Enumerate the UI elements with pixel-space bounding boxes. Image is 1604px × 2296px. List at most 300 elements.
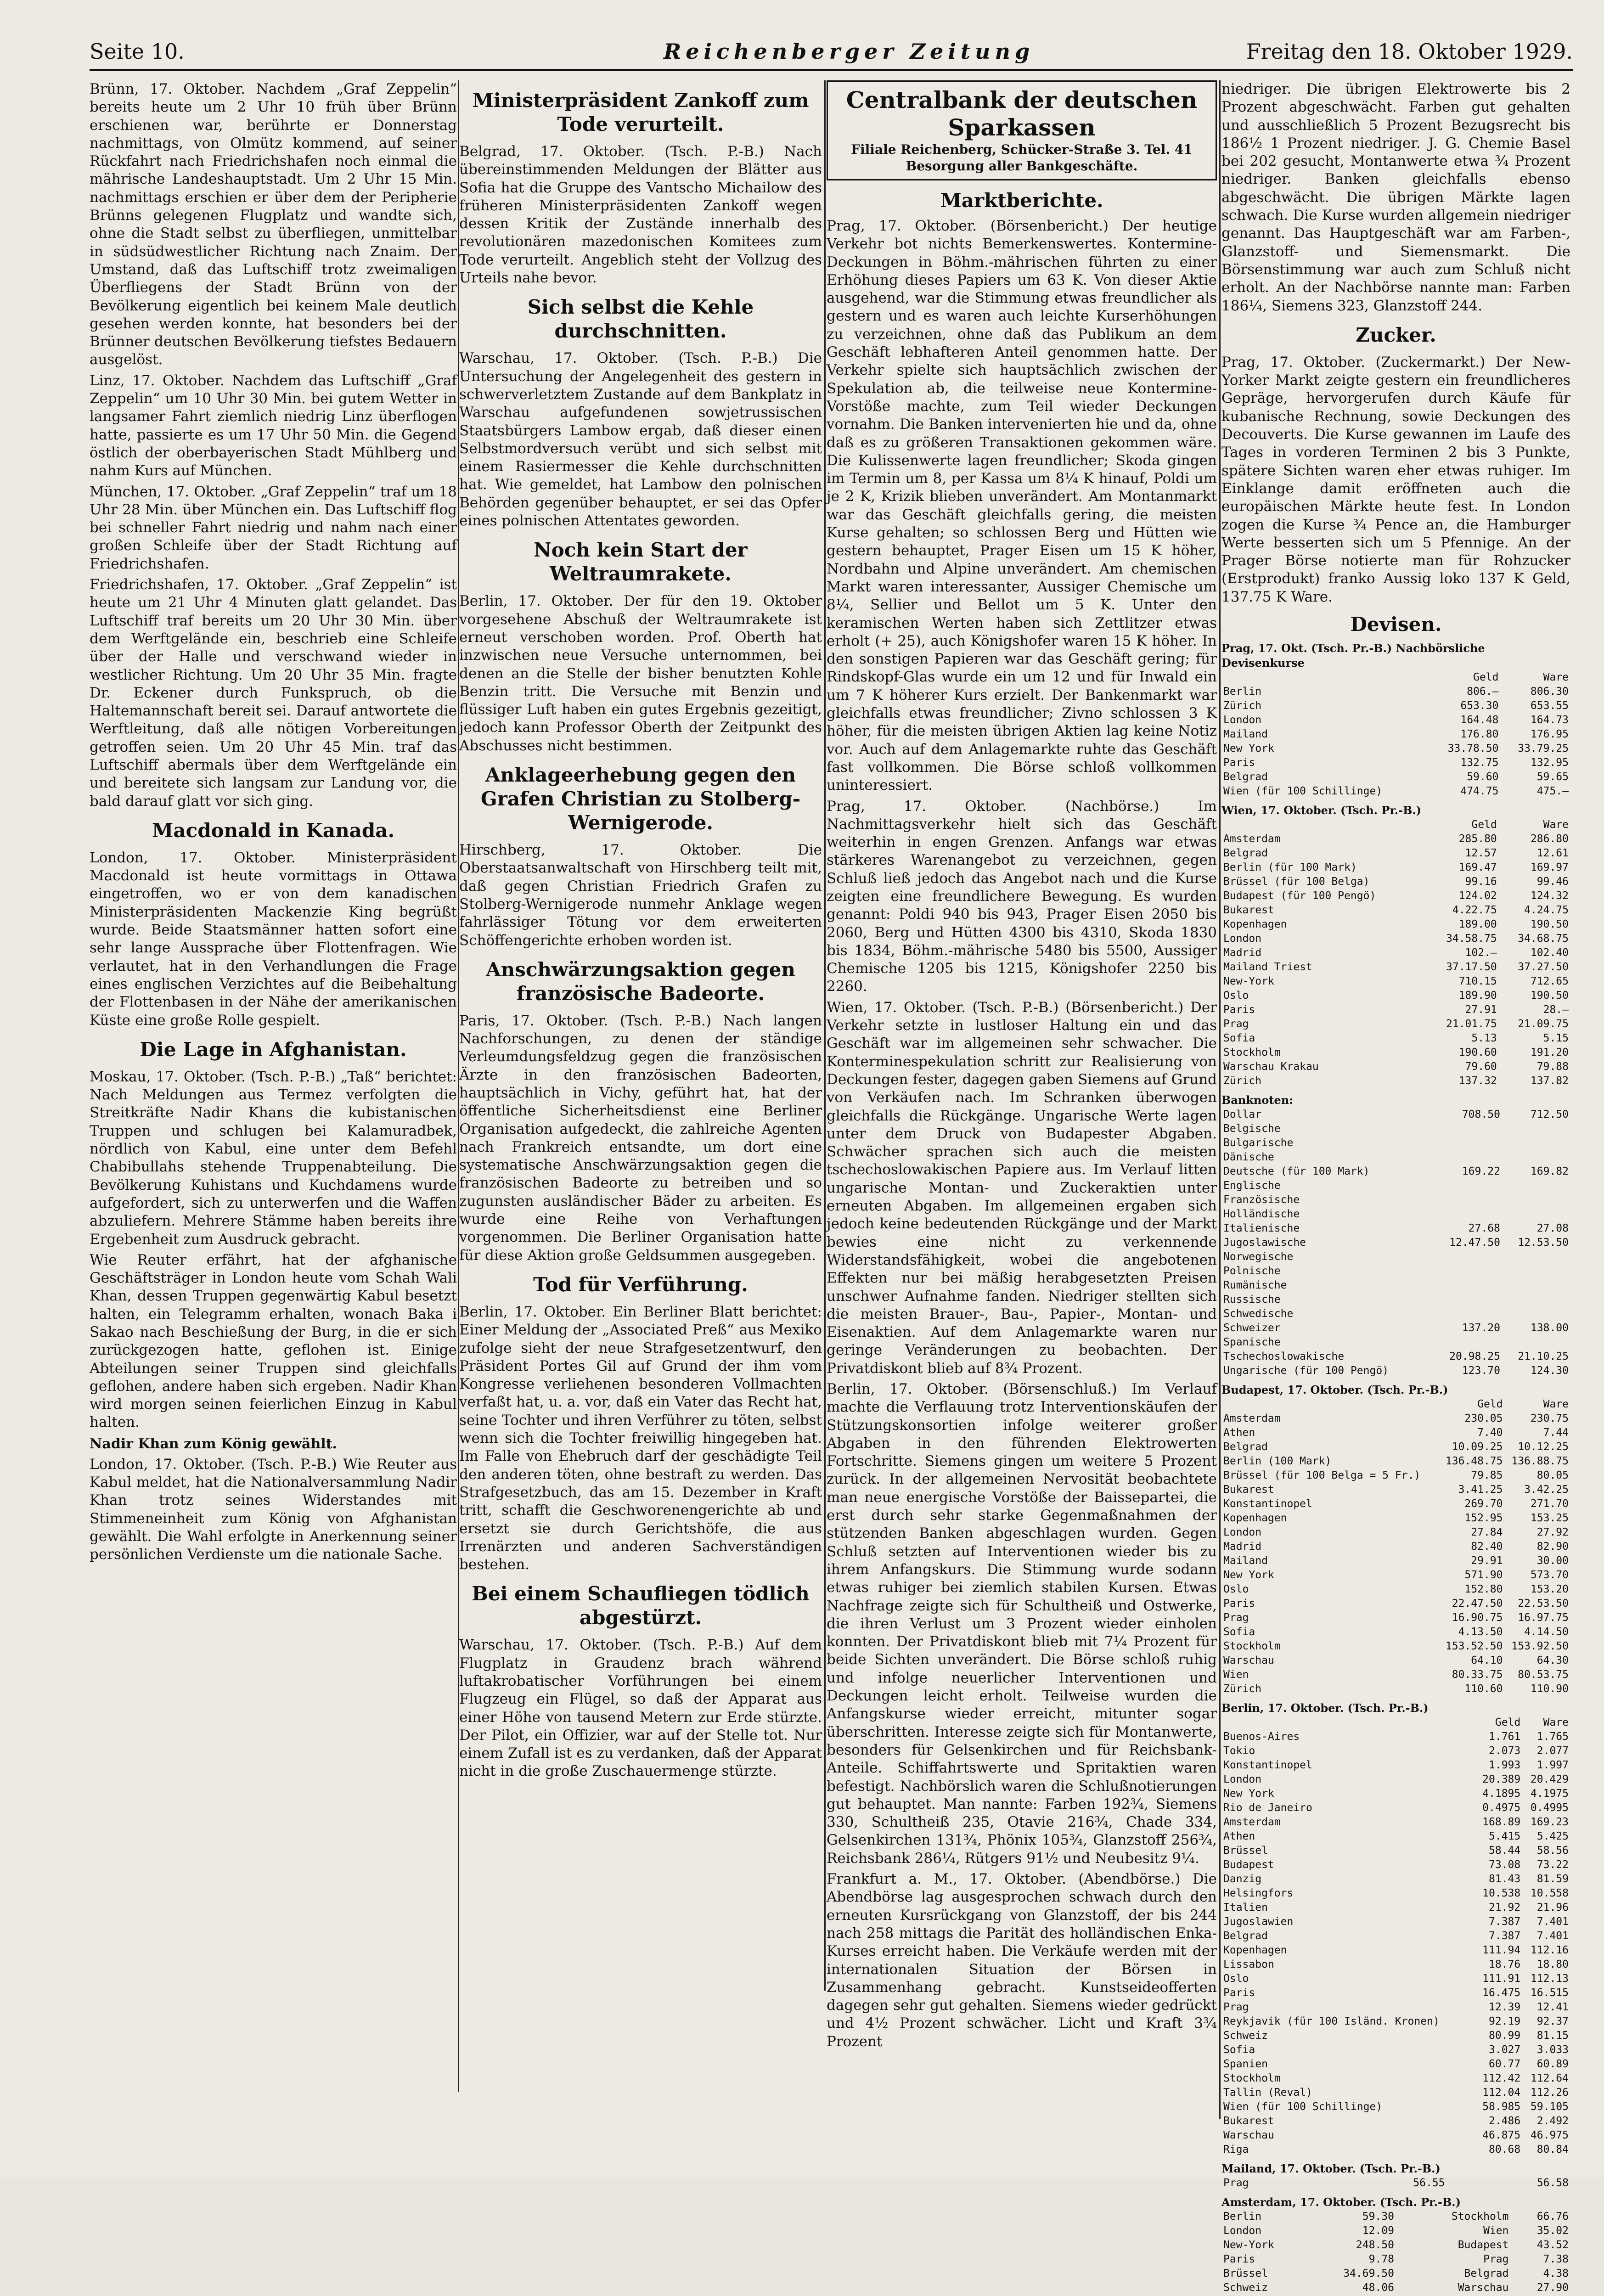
rate-row	[1221, 1758, 1570, 1773]
rate-value: 64.30	[1536, 1654, 1569, 1667]
currency-name: Polnische	[1223, 1265, 1281, 1277]
rate-table-heading: Budapest, 17. Oktober. (Tsch. Pr.-B.)	[1221, 1383, 1448, 1397]
rate-row	[1221, 1278, 1570, 1293]
rate-row	[1221, 1221, 1570, 1236]
rate-row	[1221, 1307, 1570, 1321]
rate-row	[1221, 1787, 1570, 1801]
currency-name: Athen	[1223, 1830, 1255, 1843]
rate-value: Belgrad	[1464, 2268, 1509, 2280]
currency-name: Kopenhagen	[1223, 1512, 1287, 1525]
rate-row	[1221, 2114, 1570, 2128]
article-headline: Nadir Khan zum König gewählt.	[90, 1435, 337, 1452]
currency-name: New York	[1223, 1788, 1274, 1800]
currency-name: Athen	[1223, 1427, 1255, 1439]
currency-name: London	[1223, 933, 1262, 945]
article-headline: Noch kein Start der Weltraumrakete.	[534, 539, 748, 585]
rate-value	[1502, 1278, 1570, 1293]
rate-value: 190.60	[1458, 1047, 1497, 1059]
column-header: Geld	[1471, 819, 1497, 831]
rate-row	[1221, 1986, 1570, 2000]
rate-value	[1434, 1264, 1502, 1278]
rate-value	[1434, 1136, 1502, 1150]
rate-value: 137.82	[1530, 1075, 1569, 1087]
rate-row	[1221, 713, 1570, 727]
rate-table-header	[1221, 1397, 1570, 1412]
currency-name: Deutsche (für 100 Mark)	[1223, 1165, 1370, 1178]
column-divider	[824, 80, 826, 1991]
rate-value: 269.70	[1464, 1498, 1503, 1510]
rate-value: 80.05	[1536, 1469, 1569, 1482]
rate-value: 27.90	[1536, 2282, 1569, 2294]
rate-value: 153.20	[1530, 1583, 1569, 1596]
rate-row	[1221, 1017, 1570, 1031]
page-header	[90, 34, 1573, 67]
rate-row	[1221, 1335, 1570, 1350]
rate-value: 7.401	[1536, 1930, 1569, 1942]
rate-row	[1221, 1625, 1570, 1639]
currency-name: Sofia	[1223, 1032, 1255, 1045]
article-paragraph: Brünn, 17. Oktober. Nachdem „Graf Zeppelin“ bereits heute um 2 Uhr 10 früh über Brünn erschienen war, berührte er Donnerstag nachmittags, von Olmütz kommend, auf seiner Rückfahrt nach Friedrichshafen noch einmal die mährische Landeshauptstadt. Um 2 Uhr 15 Min. nachmittags erschien er über dem der Peripherie Brünns gelegenen Flugplatz und wandte sich, ohne die Stadt selbst zu überfliegen, unmittelbar in südsüdwestlicher Richtung nach Znaim. Der Umstand, daß das Luftschiff trotz zweimaligen Überfliegens der Stadt Brünn von der Bevölkerung eigentlich bei keinem Male deutlich gesehen werden konnte, hat besonders bei der Brünner deutschen Bevölkerung tiefstes Bedauern ausgelöst.	[90, 81, 457, 368]
rate-row	[1221, 1611, 1570, 1625]
currency-name: Zürich	[1223, 1075, 1262, 1087]
currency-name: Konstantinopel	[1223, 1759, 1312, 1772]
rate-value: Prag	[1483, 2253, 1509, 2266]
currency-name: Paris	[1223, 757, 1255, 769]
rate-row	[1221, 861, 1570, 875]
currency-name: Amsterdam	[1223, 833, 1281, 845]
rate-value: 164.73	[1530, 714, 1569, 726]
rate-value: 60.89	[1536, 2058, 1569, 2071]
rate-row	[1221, 2128, 1570, 2143]
rate-row	[1221, 756, 1570, 770]
currency-name: Berlin (100 Mark)	[1223, 1455, 1332, 1468]
rate-value: 124.32	[1530, 890, 1569, 902]
rate-row	[1221, 2086, 1570, 2100]
currency-name: Bukarest	[1223, 904, 1274, 917]
rate-value: 164.48	[1460, 714, 1499, 726]
currency-name: Wien (für 100 Schillinge)	[1223, 785, 1383, 798]
currency-name: Zürich	[1223, 700, 1262, 712]
currency-name: Kopenhagen	[1223, 918, 1287, 931]
currency-name: Belgrad	[1223, 1930, 1268, 1942]
article-headline: Zucker.	[1356, 323, 1436, 346]
rate-table-heading: Mailand, 17. Oktober. (Tsch. Pr.-B.)	[1221, 2162, 1441, 2176]
rate-value: 806.—	[1467, 686, 1499, 698]
rate-value: 7.44	[1543, 1427, 1569, 1439]
rate-row	[1221, 2015, 1570, 2029]
rate-row	[1221, 917, 1570, 932]
header-blank	[1221, 1397, 1439, 1412]
currency-name: Brüssel (für 100 Belga = 5 Fr.)	[1223, 1469, 1421, 1482]
rate-row	[1221, 1943, 1570, 1958]
rate-value	[1434, 1179, 1502, 1193]
article-paragraph: Linz, 17. Oktober. Nachdem das Luftschiff „Graf Zeppelin“ um 10 Uhr 30 Min. bei gutem Wetter in langsamer Fahrt ziemlich niedrig Linz überflogen hatte, passierte es um 17 Uhr 50 Min. die Gegend östlich der oberbayerischen Stadt Mühlberg und nahm Kurs auf München.	[90, 372, 457, 479]
rate-value: 12.61	[1536, 847, 1569, 860]
rate-value: 27.92	[1536, 1526, 1569, 1539]
rate-value: 56.55	[1413, 2177, 1445, 2189]
currency-name: Prag	[1223, 2001, 1249, 2014]
bank-advertisement	[827, 80, 1217, 180]
rate-table-header	[1221, 670, 1570, 685]
rate-value: 28.—	[1543, 1004, 1569, 1016]
article-paragraph: Berlin, 17. Oktober. Ein Berliner Blatt berichtet: Einer Meldung der „Associated Preß“ aus Mexiko zufolge sieht der neue Strafgesetzentwurf, den Präsident Portes Gil auf Grund der ihm vom Kongresse verliehenen besonderen Vollmachten verfaßt hat, u. a. vor, daß ein Vater das Recht hat, seine Tochter und ihren Verführer zu töten, selbst wenn sich die Tochter freiwillig hingegeben hat. Im Falle von Ehebruch darf der geschädigte Teil den anderen töten, ohne bestraft zu werden. Das Strafgesetzbuch, das am 15. Dezember in Kraft tritt, schafft die Geschworenengerichte ab und ersetzt sie durch Gerichtshöfe, die aus Irrenärzten und anderen Sachverständigen bestehen.	[459, 1303, 822, 1573]
rate-row	[1221, 1454, 1570, 1469]
rate-row	[1221, 2043, 1570, 2057]
rate-row	[1221, 1150, 1570, 1165]
rate-value: 56.58	[1536, 2177, 1569, 2189]
column-divider	[1219, 80, 1221, 2119]
rate-value: 58.44	[1489, 1845, 1521, 1857]
rate-value: 64.10	[1471, 1654, 1503, 1667]
rate-value: 102.40	[1530, 947, 1569, 959]
currency-name: Bukarest	[1223, 1484, 1274, 1496]
rate-value: 27.08	[1536, 1222, 1569, 1235]
rate-row	[1221, 1815, 1570, 1829]
rate-value: 4.14.50	[1524, 1626, 1569, 1638]
rate-row	[1221, 1469, 1570, 1483]
currency-name: Mailand Triest	[1223, 961, 1312, 974]
currency-name: Buenos-Aires	[1223, 1731, 1300, 1743]
rate-row	[1221, 1060, 1570, 1074]
newspaper-name: Reichenberger Zeitung	[664, 39, 1035, 64]
rate-value: 710.15	[1458, 975, 1497, 988]
currency-name: Rio de Janeiro	[1223, 1802, 1312, 1814]
rate-value: 10.09.25	[1452, 1441, 1503, 1453]
rate-value: 80.53.75	[1518, 1669, 1569, 1681]
rate-value	[1434, 1278, 1502, 1293]
header-rule	[90, 69, 1573, 71]
rate-value	[1502, 1250, 1570, 1264]
rate-value: 34.58.75	[1446, 933, 1497, 945]
rate-value: 169.97	[1530, 861, 1569, 874]
rate-row	[1221, 1829, 1570, 1844]
article-paragraph: Moskau, 17. Oktober. (Tsch. P.-B.) „Taß“ berichtet: Nach Meldungen aus Termez verfolgten die Streitkräfte Nadir Khans die kubistanischen Truppen und schlugen bei Kalamuradbek, nördlich von Kabul, eine unter dem Befehl Chabibullahs stehende Truppenabteilung. Die Bevölkerung Kuhistans und Kuchdamens wurde aufgefordert, sich zu unterwerfen und die Waffen abzuliefern. Mehrere Stämme haben bereits ihre Ergebenheit zum Ausdruck gebracht.	[90, 1068, 457, 1248]
rate-value	[1502, 1179, 1570, 1193]
rate-value: 79.88	[1536, 1061, 1569, 1073]
rate-value: 79.60	[1465, 1061, 1497, 1073]
rate-value: 475.—	[1536, 785, 1569, 798]
header-blank	[1221, 1716, 1475, 1730]
currency-name: Rumänische	[1223, 1279, 1287, 1292]
rate-value: 653.30	[1460, 700, 1499, 712]
rate-value: 110.60	[1464, 1683, 1503, 1695]
rate-value: 708.50	[1462, 1109, 1500, 1121]
rate-row	[1221, 989, 1570, 1003]
rate-value: 230.75	[1530, 1412, 1569, 1425]
article-paragraph: Wie Reuter erfährt, hat der afghanische Geschäftsträger in London heute vom Schah Wali Khan, dessen Truppen gegenwärtig Kabul besetzt halten, ein Telegramm erhalten, wonach Baka i Sakao nach Beschießung der Burg, in die er sich zurückgezogen hatte, geflohen ist. Einige Abteilungen seiner Truppen sind gleichfalls geflohen, andere haben sich ergeben. Nadir Khan wird morgen seinen feierlichen Einzug in Kabul halten.	[90, 1251, 457, 1431]
column-2	[459, 80, 822, 1963]
article-paragraph: Hirschberg, 17. Oktober. Die Oberstaatsanwaltschaft von Hirschberg teilt mit, daß gegen Christian Friedrich Grafen zu Stolberg-Wernigerode nunmehr Anklage wegen fahrlässiger Tötung vor dem erweiterten Schöffengerichte erhoben worden ist.	[459, 842, 822, 949]
rate-value: 136.48.75	[1445, 1455, 1503, 1468]
rate-value	[1434, 1293, 1502, 1307]
rate-table-banknoten	[1221, 1108, 1570, 1378]
currency-name: Spanien	[1223, 2058, 1268, 2071]
article-headline: Die Lage in Afghanistan.	[140, 1038, 407, 1061]
rate-table-heading: Berlin, 17. Oktober. (Tsch. Pr.-B.)	[1221, 1701, 1429, 1715]
currency-name: Berlin	[1223, 686, 1262, 698]
currency-name: Amsterdam	[1223, 1816, 1281, 1829]
rate-row	[1221, 1773, 1570, 1787]
rate-value: 73.08	[1489, 1859, 1521, 1871]
rate-value	[1434, 1122, 1502, 1136]
article-paragraph: Prag, 17. Oktober. (Zuckermarkt.) Der New-Yorker Markt zeigte gestern ein freundlicheres Gepräge, hervorgerufen durch Käufe für kubanische Rechnung, sowie Deckungen des Decouverts. Die Kurse gewannen im Laufe des Tages in vorderen Terminen 2 bis 3 Punkte, spätere Sichten waren eher etwas ruhiger. Im Einklange damit eröffneten auch die europäischen Märkte heute fest. In London zogen die Kurse ¾ Pence an, die Hamburger Werte besserten sich um 5 Pfennige. An der Prager Börse notierte man für Rohzucker (Erstprodukt) franko Aussig loko 137 K Geld, 137.75 K Ware.	[1221, 354, 1570, 605]
rate-row	[1221, 2029, 1570, 2043]
rate-row	[1221, 784, 1570, 799]
rate-row	[1221, 932, 1570, 946]
rate-row	[1221, 2071, 1570, 2086]
rate-value: 112.64	[1530, 2072, 1569, 2085]
currency-name: Dänische	[1223, 1151, 1274, 1164]
currency-name: Stockholm	[1223, 2072, 1281, 2085]
rate-value: 286.80	[1530, 833, 1569, 845]
rate-value: Warschau	[1458, 2282, 1509, 2294]
rate-value: 271.70	[1530, 1498, 1569, 1510]
currency-name: Norwegische	[1223, 1251, 1294, 1263]
rate-value	[1502, 1150, 1570, 1165]
currency-name: Prag	[1223, 2177, 1249, 2189]
currency-name: Spanische	[1223, 1336, 1281, 1349]
currency-name: Stockholm	[1223, 1640, 1281, 1653]
rate-value: 21.96	[1536, 1902, 1569, 1914]
rate-row	[1221, 1972, 1570, 1986]
rate-value: 46.875	[1482, 2129, 1521, 2142]
currency-name: Danzig	[1223, 1873, 1262, 1885]
rate-value: 81.59	[1536, 1873, 1569, 1885]
currency-name: Berlin (für 100 Mark)	[1223, 861, 1357, 874]
page-number: Seite 10.	[90, 39, 185, 64]
article-paragraph: Warschau, 17. Oktober. (Tsch. P.-B.) Die Untersuchung der Angelegenheit des gestern in schwerverletztem Zustande auf dem Bankplatz in Warschau aufgefundenen sowjetrussischen Staatsbürgers Lambow ergab, daß dieser einen Selbstmordversuch verübt und sich selbst mit einem Rasiermesser die Kehle durchschnitten hat. Wie gemeldet, hat Lambow den polnischen Behörden gegenüber behauptet, er sei das Opfer eines polnischen Attentates geworden.	[459, 350, 822, 529]
rate-value: 20.429	[1530, 1773, 1569, 1786]
currency-name: Belgrad	[1223, 771, 1268, 783]
rate-value: 27.68	[1468, 1222, 1500, 1235]
rate-value: 169.47	[1458, 861, 1497, 874]
rate-row	[1221, 1165, 1570, 1179]
rate-row	[1221, 1801, 1570, 1815]
rate-row	[1221, 2057, 1570, 2071]
currency-name: New-York	[1223, 975, 1274, 988]
rate-value: 1.993	[1489, 1759, 1521, 1772]
rate-value: 7.38	[1543, 2253, 1569, 2266]
rate-value: 136.88.75	[1511, 1455, 1569, 1468]
article-headline: Macdonald in Kanada.	[152, 819, 395, 842]
rate-value: 137.32	[1458, 1075, 1497, 1087]
rate-value	[1434, 1150, 1502, 1165]
column-header: Ware	[1543, 1398, 1569, 1411]
rate-value: 153.52.50	[1445, 1640, 1503, 1653]
rate-value: 59.60	[1467, 771, 1499, 783]
article-headline: Sich selbst die Kehle durchschnitten.	[527, 296, 754, 343]
rate-row	[1221, 960, 1570, 974]
article-headline: Anklageerhebung gegen den Grafen Christian zu Stolberg-Wernigerode.	[480, 764, 801, 834]
currency-name: Wien (für 100 Schillinge)	[1223, 2101, 1383, 2113]
rate-row	[1221, 699, 1570, 713]
rate-value: 102.—	[1465, 947, 1497, 959]
currency-name: Budapest	[1223, 1859, 1274, 1871]
rate-value: 110.90	[1530, 1683, 1569, 1695]
column-header: Ware	[1543, 819, 1569, 831]
rate-value	[1434, 1193, 1502, 1207]
rate-row	[1221, 1108, 1570, 1122]
rate-row	[1221, 1122, 1570, 1136]
rate-row	[1221, 2100, 1570, 2114]
rate-row	[1221, 1915, 1570, 1929]
article-paragraph: Berlin, 17. Oktober. (Börsenschluß.) Im Verlauf machte die Verflauung trotz Interventionskäufen der Stützungskonsortien infolge weiterer großer Abgaben in den führenden Elektrowerten Fortschritte. Siemens gingen um weitere 5 Prozent zurück. In der allgemeinen Nervosität beobachtete man neue energische Vorstöße der Baissepartei, die erst durch sehr starke Gegenmaßnahmen der stützenden Banken abgeschlagen wurden. Gegen Schluß setzten auf Interventionen wieder bis zu ihrem Anfangskurs. Die Stimmung wurde sodann etwas ruhiger bei ziemlich stabilen Kursen. Etwas Nachfrage zeigte sich für Schultheiß und Ostwerke, die ihren Verlust um 3 Prozent wieder einholen konnten. Der Privatdiskont blieb mit 7¼ Prozent für beide Sichten unverändert. Die Börse schloß ruhig und infolge neuerlicher Interventionen und Deckungen leicht erholt. Teilweise wurden die Anfangskurse wieder erreicht, mitunter sogar überschritten. Interesse zeigte sich für Montanwerte, besonders für Gelsenkirchen und für Reichsbank-Anteile. Schiffahrtswerte und Spritaktien waren befestigt. Nachbörslich waren die Schlußnotierungen gut behauptet. Man nannte: Farben 192¾, Siemens 330, Schultheiß 235, Otavie 216¾, Chade 334, Gelsenkirchen 131¾, Phönix 105¾, Glanzstoff 256¾, Reichsbank 286¼, Rütgers 91½ und Neubesitz 9¼.	[827, 1381, 1217, 1867]
currency-name: Schweiz	[1223, 2030, 1268, 2042]
rate-value: 2.073	[1489, 1745, 1521, 1757]
rate-value: 169.23	[1530, 1816, 1569, 1829]
rate-row	[1221, 2224, 1570, 2238]
rate-value: 4.38	[1543, 2268, 1569, 2280]
rate-value: Budapest	[1458, 2239, 1509, 2251]
currency-name: Dollar	[1223, 1109, 1262, 1121]
rate-value: 474.75	[1460, 785, 1499, 798]
rate-value: 92.37	[1536, 2015, 1569, 2028]
header-blank	[1221, 670, 1430, 685]
article-paragraph: München, 17. Oktober. „Graf Zeppelin“ traf um 18 Uhr 28 Min. über München ein. Das Luftschiff flog bei schneller Fahrt niedrig und nahm nach einer großen Schleife über der Stadt Richtung auf Friedrichshafen.	[90, 483, 457, 572]
rate-value: 21.09.75	[1518, 1018, 1569, 1030]
rate-value: 59.105	[1530, 2101, 1569, 2113]
rate-row	[1221, 1046, 1570, 1060]
rate-value: 81.43	[1489, 1873, 1521, 1885]
rate-row	[1221, 2238, 1570, 2252]
rate-row	[1221, 1639, 1570, 1654]
rate-value: 34.69.50	[1343, 2268, 1394, 2280]
rate-row	[1221, 946, 1570, 960]
currency-name: Kopenhagen	[1223, 1944, 1287, 1957]
currency-name: Belgische	[1223, 1123, 1281, 1135]
currency-name: Sofia	[1223, 2044, 1255, 2056]
rate-value: 21.01.75	[1446, 1018, 1497, 1030]
rate-value: 137.20	[1462, 1322, 1500, 1334]
rate-value	[1434, 1307, 1502, 1321]
rate-table-header	[1221, 1716, 1570, 1730]
currency-name: Amsterdam	[1223, 1412, 1281, 1425]
rate-value: 176.95	[1530, 728, 1569, 741]
rate-row	[1221, 1236, 1570, 1250]
currency-name: Englische	[1223, 1180, 1281, 1192]
rate-row	[1221, 1597, 1570, 1611]
rate-row	[1221, 727, 1570, 742]
section-title-market: Marktberichte.	[940, 189, 1103, 212]
rate-row	[1221, 1582, 1570, 1597]
currency-name: Mailand	[1223, 1555, 1268, 1567]
article-paragraph: Frankfurt a. M., 17. Oktober. (Abendbörse.) Die Abendbörse lag ausgesprochen schwach durch den erneuten Kursrückgang von Glanzstoff, der bis 244 nach 258 mittags die Parität des holländischen Enka-Kurses erreicht haben. Die Verkäufe werden mit der internationalen Situation der Börsen in Zusammenhang gebracht. Kunstseideofferten dagegen sehr gut gehalten. Siemens wieder gedrückt und 4½ Prozent schwächer. Licht und Kraft 3¾ Prozent	[827, 1871, 1217, 2050]
rate-value: Stockholm	[1451, 2211, 1509, 2223]
rate-value	[1502, 1122, 1570, 1136]
rate-value: 169.22	[1462, 1165, 1500, 1178]
rate-value: 9.78	[1368, 2253, 1394, 2266]
rate-table-heading: Wien, 17. Oktober. (Tsch. Pr.-B.)	[1221, 804, 1422, 817]
rate-row	[1221, 1886, 1570, 1901]
rate-value: 80.68	[1489, 2144, 1521, 2156]
rate-row	[1221, 1929, 1570, 1943]
rate-value	[1434, 1335, 1502, 1350]
currency-name: Paris	[1223, 1004, 1255, 1016]
article-paragraph: Belgrad, 17. Oktober. (Tsch. P.-B.) Nach übereinstimmenden Meldungen der Blätter aus Sofia hat die Gruppe des Vantscho Michailow des früheren Ministerpräsidenten Zankoff wegen dessen Kritik der Zustände innerhalb des revolutionären mazedonischen Komitees zum Tode verurteilt. Angeblich steht der Vollzug des Urteils nahe bevor.	[459, 143, 822, 287]
currency-name: Schweizer	[1223, 1322, 1281, 1334]
rate-value: 169.82	[1530, 1165, 1569, 1178]
rate-value: 12.39	[1489, 2001, 1521, 2014]
currency-name: Paris	[1223, 1987, 1255, 1999]
rate-row	[1221, 1321, 1570, 1335]
rate-value: 18.76	[1489, 1958, 1521, 1971]
rate-row	[1221, 685, 1570, 699]
rate-value: 59.30	[1362, 2211, 1394, 2223]
rate-value: 112.42	[1482, 2072, 1521, 2085]
rate-value	[1434, 1250, 1502, 1264]
rate-value: 124.02	[1458, 890, 1497, 902]
rate-value: 3.027	[1489, 2044, 1521, 2056]
currency-name: Holländische	[1223, 1208, 1300, 1221]
rate-value: 190.50	[1530, 990, 1569, 1002]
rate-value: 35.02	[1536, 2225, 1569, 2237]
rate-value: 5.15	[1543, 1032, 1569, 1045]
rate-table-budapest	[1221, 1397, 1570, 1696]
rate-value: 48.06	[1362, 2282, 1394, 2294]
column-header: Geld	[1473, 671, 1499, 684]
rate-row	[1221, 1179, 1570, 1193]
rate-value: 190.50	[1530, 918, 1569, 931]
column-header: Geld	[1477, 1398, 1503, 1411]
column-1	[90, 80, 457, 2092]
rate-value: 12.47.50	[1449, 1237, 1500, 1249]
rate-value: 82.90	[1536, 1541, 1569, 1553]
rate-row	[1221, 1003, 1570, 1017]
market-reports	[827, 217, 1217, 2051]
article-paragraph: London, 17. Oktober. (Tsch. P.-B.) Wie Reuter aus Kabul meldet, hat die Nationalversammlung Nadir Khan trotz seines Widerstandes mit Stimmeneinheit zum König von Afghanistan gewählt. Die Wahl erfolgte in Anerkennung seiner persönlichen Verdienste um die nationale Sache.	[90, 1456, 457, 1563]
rate-value: 60.77	[1489, 2058, 1521, 2071]
rate-table-heading: Prag, 17. Okt. (Tsch. Pr.-B.) Nachbörsliche Devisenkurse	[1221, 642, 1485, 670]
rate-value: 138.00	[1530, 1322, 1569, 1334]
rate-value: 80.84	[1536, 2144, 1569, 2156]
currency-name: Wien	[1223, 1669, 1249, 1681]
currency-name: Prag	[1223, 1018, 1249, 1030]
currency-name: Oslo	[1223, 1583, 1249, 1596]
rate-value: 82.40	[1471, 1541, 1503, 1553]
currency-name: Warschau Krakau	[1223, 1061, 1319, 1073]
rate-value: 37.17.50	[1446, 961, 1497, 974]
currency-name: Schweiz	[1223, 2282, 1268, 2294]
currency-name: Warschau	[1223, 1654, 1274, 1667]
rate-value: 7.387	[1489, 1930, 1521, 1942]
column-header: Ware	[1543, 671, 1569, 684]
rate-row	[1221, 1136, 1570, 1150]
currency-name: Madrid	[1223, 1541, 1262, 1553]
currency-name: Jugoslawien	[1223, 1916, 1294, 1928]
rate-value: 73.22	[1536, 1859, 1569, 1871]
rate-row	[1221, 1497, 1570, 1511]
rate-value: Wien	[1483, 2225, 1509, 2237]
rate-value: 153.92.50	[1511, 1640, 1569, 1653]
currency-name: Madrid	[1223, 947, 1262, 959]
rate-value: 27.91	[1465, 1004, 1497, 1016]
rate-value: 4.1975	[1530, 1788, 1569, 1800]
rate-value: 1.997	[1536, 1759, 1569, 1772]
rate-value: 285.80	[1458, 833, 1497, 845]
currency-name: Französische	[1223, 1194, 1300, 1206]
currency-name: Riga	[1223, 2144, 1249, 2156]
rate-value	[1502, 1207, 1570, 1221]
rate-row	[1221, 1682, 1570, 1696]
currency-name: Oslo	[1223, 1973, 1249, 1985]
currency-name: New-York	[1223, 2239, 1274, 2251]
article-headline: Anschwärzungsaktion gegen französische Badeorte.	[486, 958, 795, 1005]
rate-value: 2.486	[1489, 2115, 1521, 2127]
rate-row	[1221, 1264, 1570, 1278]
rate-value: 168.89	[1482, 1816, 1521, 1829]
column-header: Geld	[1495, 1716, 1521, 1729]
rate-value: 21.10.25	[1518, 1351, 1569, 1363]
